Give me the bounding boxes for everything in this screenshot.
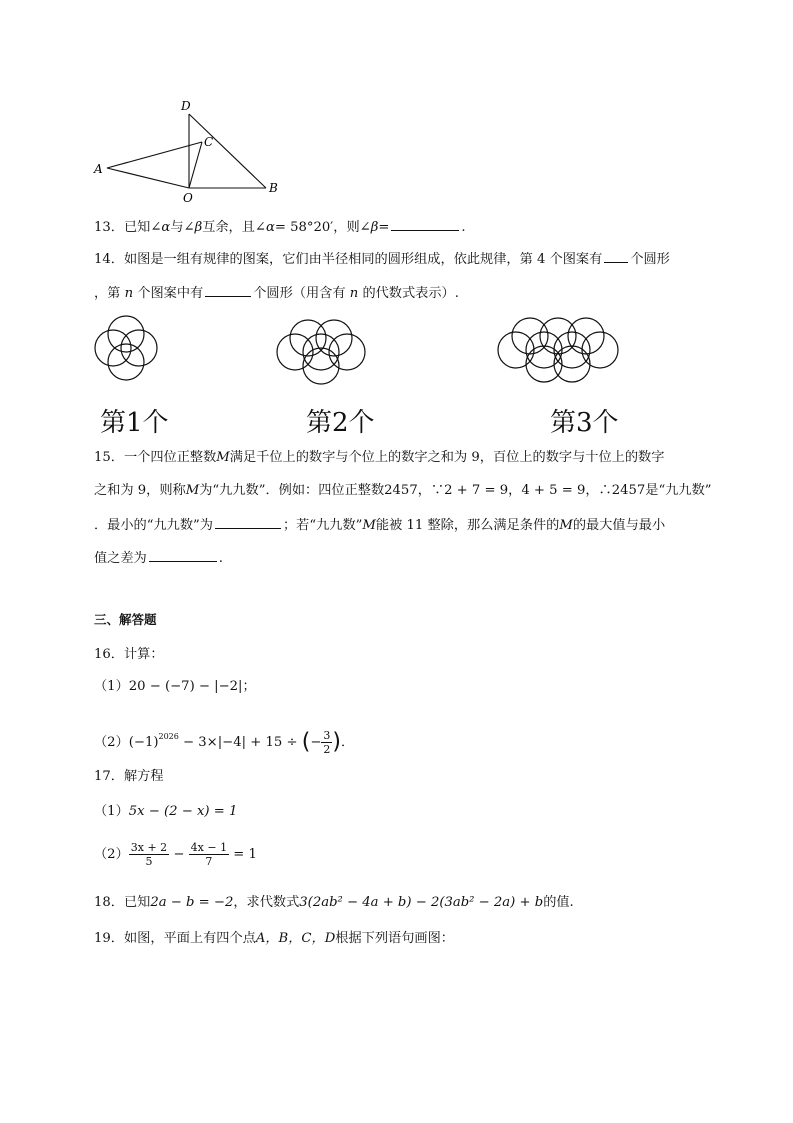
question-15-line3: ．最小的“九九数”为 ；若“九九数”M能被 11 整除，那么满足条件的M的最大值与最小 [94, 514, 665, 536]
fraction: $\frac{3x + 2}{5}$ [130, 841, 168, 868]
answer-blank[interactable] [391, 216, 459, 231]
label-B: B [269, 181, 278, 195]
question-16-part1: （1）20 − (−7) − |−2|； [94, 679, 256, 694]
question-16-title: 16．计算： [94, 647, 164, 662]
question-14-line1: 14．如图是一组有规律的图案，它们由半径相同的圆形组成，依此规律，第 4 个图案有 个圆形 [94, 248, 670, 270]
label-D: D [181, 99, 191, 113]
question-15-line2: 之和为 9，则称M为“九九数”．例如：四位正整数2457，∵2 + 7 = 9，4 + 5 = 9，∴2457是“九九数” [94, 483, 712, 498]
label-A: A [94, 162, 103, 176]
geometry-figure [90, 96, 290, 206]
fraction: $\frac{4x - 1}{7}$ [190, 841, 228, 868]
question-15-line4: 值之差为 . [94, 547, 223, 569]
circle-pattern-figure [90, 312, 670, 402]
question-17-title: 17．解方程 [94, 769, 164, 784]
pattern-caption-3: 第3个 [550, 408, 619, 438]
question-14-line2: ，第 n 个图案中有 个圆形（用含有 n 的代数式表示）. [94, 282, 459, 304]
question-16-part2: $(2)(-1)^{2026} - 3\times|-4| + 15$ ÷ (− $\frac{3}{2}$ )． [94, 729, 355, 756]
question-15-line1: 15．一个四位正整数M满足千位上的数字与个位上的数字之和为 9，百位上的数字与十位上的数字 [94, 450, 665, 465]
section-title: 三、解答题 [94, 612, 157, 627]
fraction: $\frac{3}{2}$ [323, 729, 331, 756]
answer-blank[interactable] [604, 248, 628, 263]
answer-blank[interactable] [215, 514, 281, 529]
pattern-caption-2: 第2个 [306, 408, 375, 438]
answer-blank[interactable] [205, 282, 251, 297]
label-O: O [183, 191, 193, 205]
question-18: 18．已知2a − b = −2，求代数式3(2ab² − 4a + b) − 2(3ab² − 2a) + b的值. [94, 895, 574, 910]
answer-blank[interactable] [149, 547, 217, 562]
question-13: 13．已知∠α与∠β互余，且∠α= 58°20′，则∠β= . [94, 216, 466, 238]
label-C: C [204, 135, 214, 149]
question-17-part2: （2） $\frac{3x + 2}{5}$ − $\frac{4x - 1}{7}$ = 1 [94, 841, 257, 868]
question-17-part1: （1）5x − (2 − x) = 1 [94, 804, 238, 819]
question-19: 19．如图，平面上有四个点A，B，C，D根据下列语句画图： [94, 931, 454, 946]
pattern-caption-1: 第1个 [100, 408, 169, 438]
